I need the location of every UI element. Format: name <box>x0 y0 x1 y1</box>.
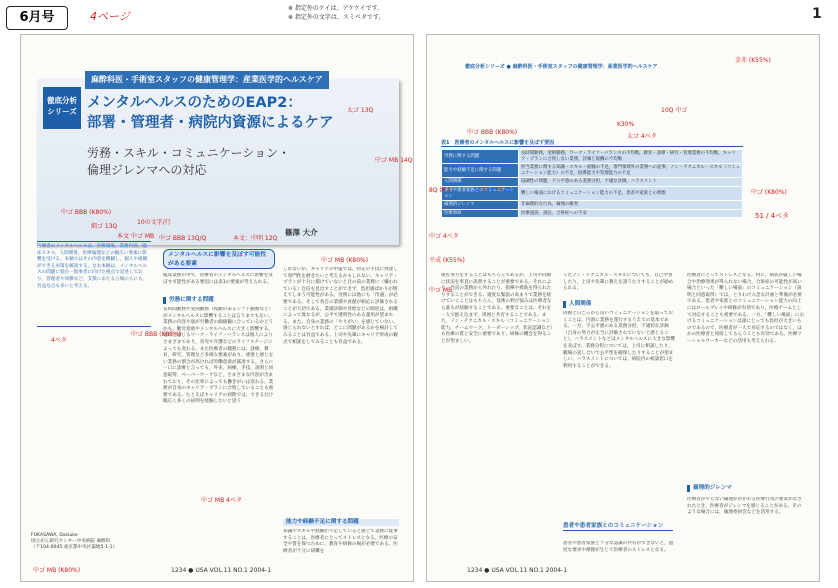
table-value: 非倫理的な行為，倫理の衝突 <box>519 201 743 210</box>
table-row <box>442 201 743 210</box>
table-key: 人間関係 <box>442 178 519 187</box>
table-row <box>442 186 743 200</box>
left-footer-page: 1234 ● USA VOL.11 NO.1 2004-1 <box>171 567 272 574</box>
patient-body: 患者や患者家族と十分な認識の共有ができないと，過度な要求や摩擦が生じて医療者のストレスとなる。 <box>563 541 674 553</box>
running-head: 徹底分析シリーズ ● 麻酔科医・手術室スタッフの健康管理学：産業医学的ヘルスケア <box>465 64 658 70</box>
title-line: メンタルヘルスのためのEAP2： <box>87 95 302 111</box>
author-footer: FUKASAWA, Daisuke 国立がん研究センター中央病院 麻酔科 （〒104-0045 東京都中央区築地5-1-1） <box>31 533 118 550</box>
table-row <box>442 150 743 164</box>
right-footer-page: 1234 ● USA VOL.11 NO.1 2004-1 <box>467 567 568 574</box>
proof-annotation: 10Q 中ゴ <box>661 107 688 114</box>
table-key: 倫理的ジレンマ <box>442 201 519 210</box>
series-label-line: 徹底分析 <box>47 96 77 105</box>
abstract: 医療者のメンタルヘルスは，労務環境，業務内容，臨床スキル，人間関係，医療倫理などの幅広い要素に影響を受ける。本稿ではその内容を概観し，個人や組織ができる対策を解説する。なお本稿は，メンタルヘルスの問題に悩む一般事者に向けた視点で記述しており，管理者や同僚など，支援にあたる立場の人にも，有益な点も多いと考える。 <box>37 241 151 327</box>
proof-annotation: 4ベタ <box>51 337 67 344</box>
proof-annotation: 8Q 細ゴ <box>429 187 452 194</box>
col2-body: しれないが，キャリアの中盤では，特定の手技に熟達して専門性を磨きたいと考えるかもしれない。キャリア・プランが十分に描けていないと目の前の業務に（嫌われている）自信を見出すことができず，負担感ばかりが増えてしまう可能性がある。労務には他にも「待遇」が必要である。そして各自の業績や貢献が相応に評価されることが大切である。業績評価や昇給などの制度は，組織によって異なるが，公平で透明性のある運用が望まれる。また，自身の業務の「やりがい」を感じていない，感じられないとすれば，どこに問題があるかを検討してみることは有益である。上司や先輩にキャリア形成の観点で相談をしてみることも有益である。 <box>283 267 398 345</box>
month-tab: 6月号 <box>6 6 68 30</box>
right-col3-body: 医療者にとってストレスとなる。特に，病状が厳しい場合や治療効果が得られない場合，合併症の可能性が高い場合といった「難しい場面」のコミュニケーション（説明と同意取得）では，とりわけ入念な計画と準備が必要である。患者や家族とのコミュニケーション能力の向上にはロールプレイや研修が有効であり，医療チームとして対応することも重要である。一方，「難しい場面」におけるコミュニケーションは誰にとっても負担が大きいものであるので，医療者が一人で対応するのではなく，ほかの医療者と同席してもらうことも有効である。医療ソーシャルワーカーなどの活用も考えられる。 <box>687 273 805 344</box>
proof-annotation: 中ゴ BBB 13Q/Q <box>159 235 207 242</box>
proof-annotation: 中ゴ MB <box>429 287 453 294</box>
proof-annotation: 平成 (K55%) <box>429 257 465 264</box>
proof-annotation: K30% <box>617 121 635 128</box>
header-notes <box>288 4 384 22</box>
subtitle <box>87 145 290 179</box>
proof-annotation: 太ゴ 4ベタ <box>627 133 657 140</box>
subtitle-line: 倫理ジレンマへの対応 <box>87 163 207 177</box>
section2-heading: 労務に関する問題 <box>163 297 273 304</box>
table-key: 医療事故 <box>442 209 519 218</box>
title-line: 部署・管理者・病院内資源によるケア <box>87 115 334 131</box>
table-key: 患者や患者家族とのコミュニケーション <box>442 186 519 200</box>
section3-body: 知識やスキルや経験が不足していると感じて業務に従事することは，医療者にとってストレスとなる。医療の安全や質を保つために，教育や研修の場が必要である。医療者が十分に研鑽を <box>283 529 398 554</box>
proof-annotation: 中ゴ MB 4ベタ <box>201 497 242 504</box>
right-page <box>426 34 820 582</box>
table-row <box>442 178 743 187</box>
proof-annotation: 中ゴ MB (K80%) <box>321 257 369 264</box>
header-note: ※ 指定外のケイは、アケケイです。 <box>288 5 384 12</box>
factor-table <box>441 149 743 218</box>
page-annotation: 4ページ <box>90 10 130 23</box>
proof-annotation: 中ゴ (K80%) <box>751 189 787 196</box>
relations-body: 同僚と日ごろから良いコミュニケーションを取っておくことは，円滑に業務を遂行するうえでの基本である。一方，不公平感のある業務分担，不適切な評価（自身の努力が正当に評価されていないと感じること），ハラスメントなどはメンタルヘルスに大きな影響を及ぼす。業務分担については，上司に相談したり，職場の話し合いで公平性を確保したりすることが望ましい。ハラスメントについては，病院内の相談窓口を利用することができる。 <box>563 311 676 369</box>
ethics-body: 医療者がやらない倫理がかかわる医療行為の要求がなされたとき，医療者がジレンマを感じることがある。そのような場合には，倫理委員会などを活用する。 <box>687 497 802 516</box>
proof-annotation: 金赤 (K55%) <box>735 57 771 64</box>
right-col2-body: ったノン・テクニカル・スキルについても，自己学習したり，上司や先輩に教えを請うたりすることが勧められる。 <box>563 273 674 292</box>
right-col1-body: 積む努力をすることはもちろんであるが，上司や同僚に状況を率直に説明することが重要である。それにより，当直の業務から外れたり，指導や援助を得られたりすることができる。適度な緊張の高まりで業務を続けていくことはもちろん，技術の伸び悩みは医療者なら誰もが経験することである。重要なことは，それを一人で抱え込まず，周囲と共有することである。また，ノン・テクニカル・スキル（コミュニケーション能力，チームワーク，リーダーシップ，状況認識など）も医療の質と安全に重要であり，研修の機会を得ることが望ましい。 <box>441 273 553 344</box>
table-key: 労務に関する問題 <box>442 150 519 164</box>
table-key: 能力や経験不足に関する問題 <box>442 164 519 178</box>
table-row <box>442 164 743 178</box>
page-number: 1 <box>812 6 822 22</box>
series-badge <box>43 87 81 129</box>
proof-annotation: 細ゴ 13Q <box>91 223 118 230</box>
subtitle-line: 労務・スキル・コミュニケーション・ <box>87 146 291 160</box>
section1-body: 臨床業務の中で，医療者のメンタルヘルスに影響を及ぼす可能性がある要因には表1の要素が考えられる。 <box>163 273 273 285</box>
proof-annotation: 中ゴ BBB (K80%) <box>131 331 182 338</box>
proof-annotation: 本文：中明 12Q <box>233 235 278 242</box>
proof-annotation: 51 / 4ベタ <box>755 212 790 220</box>
proof-annotation: 中ゴ MB (K80%) <box>33 567 81 574</box>
author-name: 篠澤 大介 <box>285 228 318 237</box>
table-value: 担当業務に関する知識・スキル・経験の不足，専門領域外の業務への従事，ノン・テクニカル・スキル（コミュニケーション能力）の不足，指導能力や管理能力の不足 <box>519 164 743 178</box>
series-label-line: シリーズ <box>47 107 77 116</box>
page-title <box>87 93 334 133</box>
section1-heading: メンタルヘルスに影響を及ぼす可能性がある要素 <box>163 249 275 269</box>
proof-annotation: 太ゴ 13Q <box>347 107 374 114</box>
section3-heading: 能力や経験不足に関する問題 <box>283 519 399 526</box>
proof-annotation: 10の文字/行 <box>137 219 171 226</box>
table-value: 協調性の問題，不公平感のある業務分担，不適な評価，ハラスメント <box>519 178 743 187</box>
relations-heading: 人間関係 <box>563 301 669 308</box>
table-value: 長時間勤務，変則勤務，ワーク・ライフ・バランスの不均衡，教育・診療・研究・管理業務の不均衡，キャリア・プランに合致しない業務，評価と報酬の不均衡 <box>519 150 743 164</box>
proof-annotation: 中ゴ BBB (K80%) <box>61 209 112 216</box>
proof-annotation: 本文 中ゴ MB <box>117 233 155 240</box>
table-value: 難しい場面におけるコミュニケーション能力の不足，患者や家族との摩擦 <box>519 186 743 200</box>
left-page <box>20 34 414 582</box>
table-title: 表1 医療者のメンタルヘルスに影響を及ぼす要因 <box>441 139 743 147</box>
header-note: ※ 指定外の文字は、スミベタです。 <box>288 14 385 21</box>
section2-body: 長時間勤務や変則勤務（夜勤のあるシフト勤務など）がメンタルヘルスに影響することは言うまでもない。業務の内容や量が労働者の価値観に合っているかどうかも，勤労意欲やメンタルヘルスに大きく影響する。適切と感じるワーク・ライフ・バランスは個人によりさまざまであり，育児や介護などのライフステージによっても変わる。また医療者の職務には，診療，教育，研究，管理など多様な要素があり，重要と感じない業務の割合が高ければ労働意欲が減退する。さらに一口に診療と言っても，外来，病棟，手技，説明と同意取得，ペーパーワークなど，さまざまな内容が含まれており，その比率によっても働きがいは変わる。業務が自身のキャリア・プランに合致していることも重要である。たとえばキャリアの初期では，できるだけ幅広く多くの症例を経験したいと思う <box>163 307 274 405</box>
supertitle: 麻酔科医・手術室スタッフの健康管理学：産業医学的ヘルスケア <box>85 71 329 89</box>
patient-heading: 患者や患者家族とのコミュニケーション <box>563 523 673 531</box>
table-row <box>442 209 743 218</box>
proof-annotation: 中ゴ 4ベタ <box>429 233 459 240</box>
proof-annotation: 中ゴ MB 14Q <box>375 157 413 164</box>
table-value: 医療過誤，訴訟，合併症への不安 <box>519 209 743 218</box>
ethics-heading: 倫理的ジレンマ <box>687 485 793 492</box>
proof-annotation: 中ゴ BBB (K80%) <box>467 129 518 136</box>
